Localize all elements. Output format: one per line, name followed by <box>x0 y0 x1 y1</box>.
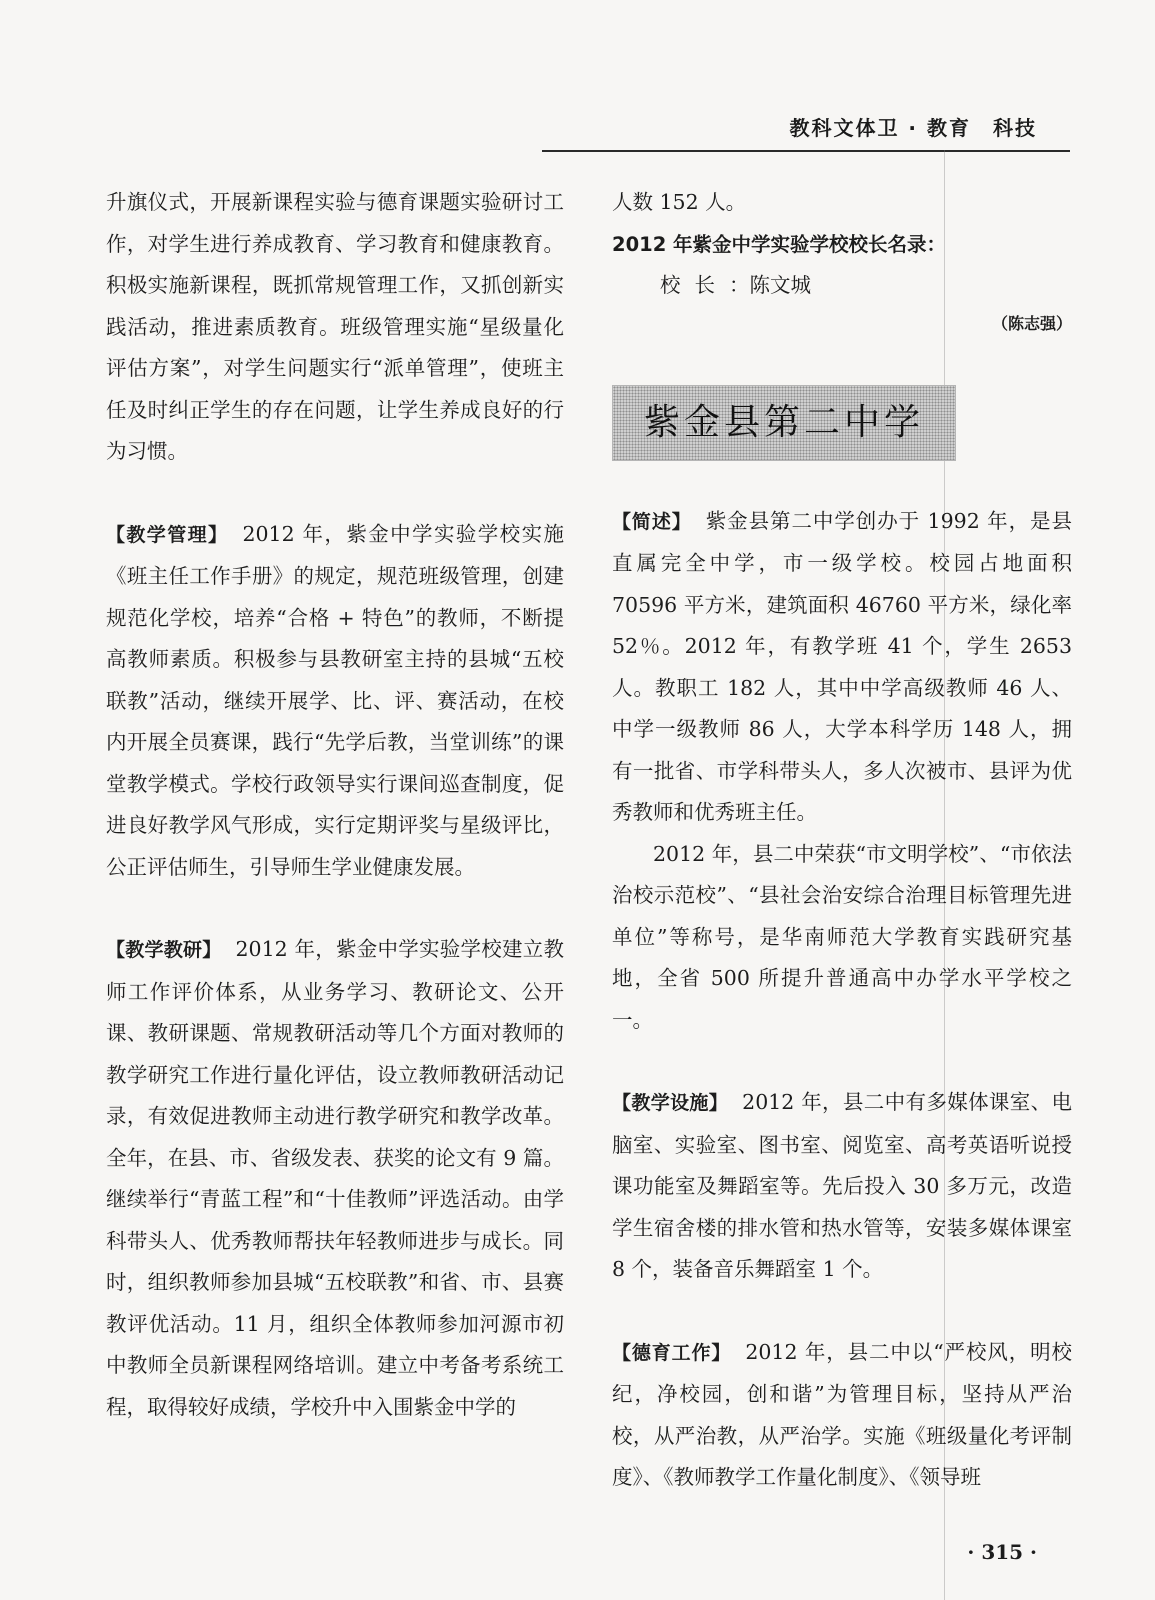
section-tag: 【简述】 <box>612 510 692 533</box>
paragraph-text: 2012 年，紫金中学实验学校建立教师工作评价体系，从业务学习、教研论文、公开课、教研课题、常规教研活动等几个方面对教师的教学研究工作进行量化评估，设立教师教研活动记录，有效促进教师主动进行教学研究和教学改革。全年，在县、市、省级发表、获奖的论文有 9 篇。继续举行“青蓝工程”和“十佳教师”评选活动。由学科带头人、优秀教师帮扶年轻教师进步与成长。同时，组织教师参加县城“五校联教”和省、市、县赛教评优活动。11 月，组织全体教师参加河源市初中教师全员新课程网络培训。建立中考备考系统工程，取得较好成绩，学校升中入围紫金中学的 <box>106 937 564 1419</box>
paragraph-continuation: 人数 152 人。 <box>612 190 747 214</box>
left-column <box>106 182 564 1428</box>
paragraph-text: 升旗仪式，开展新课程实验与德育课题实验研讨工作，对学生进行养成教育、学习教育和健康教育。积极实施新课程，既抓常规管理工作，又抓创新实践活动，推进素质教育。班级管理实施“星级量化评估方案”，对学生问题实行“派单管理”，使班主任及时纠正学生的存在问题，让学生养成良好的行为习惯。 <box>106 190 564 463</box>
section-teaching-research <box>106 929 564 1428</box>
section-gap <box>106 473 564 514</box>
principal-separator: ： <box>729 273 750 297</box>
header-rule <box>542 150 1070 152</box>
paragraph-text: 紫金县第二中学创办于 1992 年，是县直属完全中学，市一级学校。校园占地面积 70596 平方米，建筑面积 46760 平方米，绿化率 52％。2012 年，有教学班 41 个，学生 2653 人。教职工 182 人，其中中学高级教师 46 人、中学一级教师 86 人，大学本科学历 148 人，拥有一批省、市学科带头人，多人次被市、县评为优秀教师和优秀班主任。 <box>612 508 1072 824</box>
school-title-banner <box>612 385 956 461</box>
section-teaching-management <box>106 514 564 889</box>
section-gap <box>612 1041 1072 1082</box>
paragraph-continuation <box>106 182 564 473</box>
paragraph-text: 2012 年，紫金中学实验学校实施《班主任工作手册》的规定，规范班级管理，创建规范化学校，培养“合格 + 特色”的教师，不断提高教师素质。积极参与县教研室主持的县城“五校联教”活动，继续开展学、比、评、赛活动，在校内开展全员赛课，践行“先学后教，当堂训练”的课堂教学模式。学校行政领导实行课间巡查制度，促进良好教学风气形成，实行定期评奖与星级评比，公正评估师生，引导师生学业健康发展。 <box>106 521 564 879</box>
principal-role: 校长 <box>660 273 729 297</box>
section-moral-education <box>612 1332 1072 1499</box>
section-gap <box>106 888 564 929</box>
section-overview <box>612 501 1072 834</box>
principal-entry <box>612 265 1072 307</box>
paragraph-text: 2012 年，县二中荣获“市文明学校”、“市依法治校示范校”、“县社会治安综合治理目标管理先进单位”等称号，是华南师范大学教育实践研究基地，全省 500 所提升普通高中办学水平学校之一。 <box>612 841 1072 1032</box>
paragraph-honors <box>612 834 1072 1042</box>
reporter-credit: （陈志强） <box>991 313 1072 333</box>
right-column <box>612 182 1072 1499</box>
section-tag: 【教学设施】 <box>612 1092 729 1114</box>
section-tag: 【教学管理】 <box>106 523 229 546</box>
paragraph-text: 2012 年，县二中以“严校风，明校纪，净校园，创和谐”为管理目标，坚持从严治校，从严治教，从严治学。实施《班级量化考评制度》、《教师教学工作量化制度》、《领导班 <box>612 1339 1072 1489</box>
section-tag: 【德育工作】 <box>612 1341 732 1364</box>
principal-name: 陈文城 <box>749 273 811 297</box>
section-gap <box>612 1291 1072 1332</box>
school-title: 紫金县第二中学 <box>643 401 924 443</box>
section-tag: 【教学教研】 <box>106 939 222 961</box>
paragraph-text: 2012 年，县二中有多媒体课室、电脑室、实验室、图书室、阅览室、高考英语听说授课功能室及舞蹈室等。先后投入 30 多万元，改造学生宿舍楼的排水管和热水管等，安装多媒体课室 8 个，装备音乐舞蹈室 1 个。 <box>612 1090 1072 1281</box>
section-facilities <box>612 1082 1072 1291</box>
page-number: · 315 · <box>967 1540 1037 1564</box>
running-header: 教科文体卫 · 教育 科技 <box>789 116 1037 140</box>
principal-list-heading: 2012 年紫金中学实验学校校长名录： <box>612 232 947 256</box>
